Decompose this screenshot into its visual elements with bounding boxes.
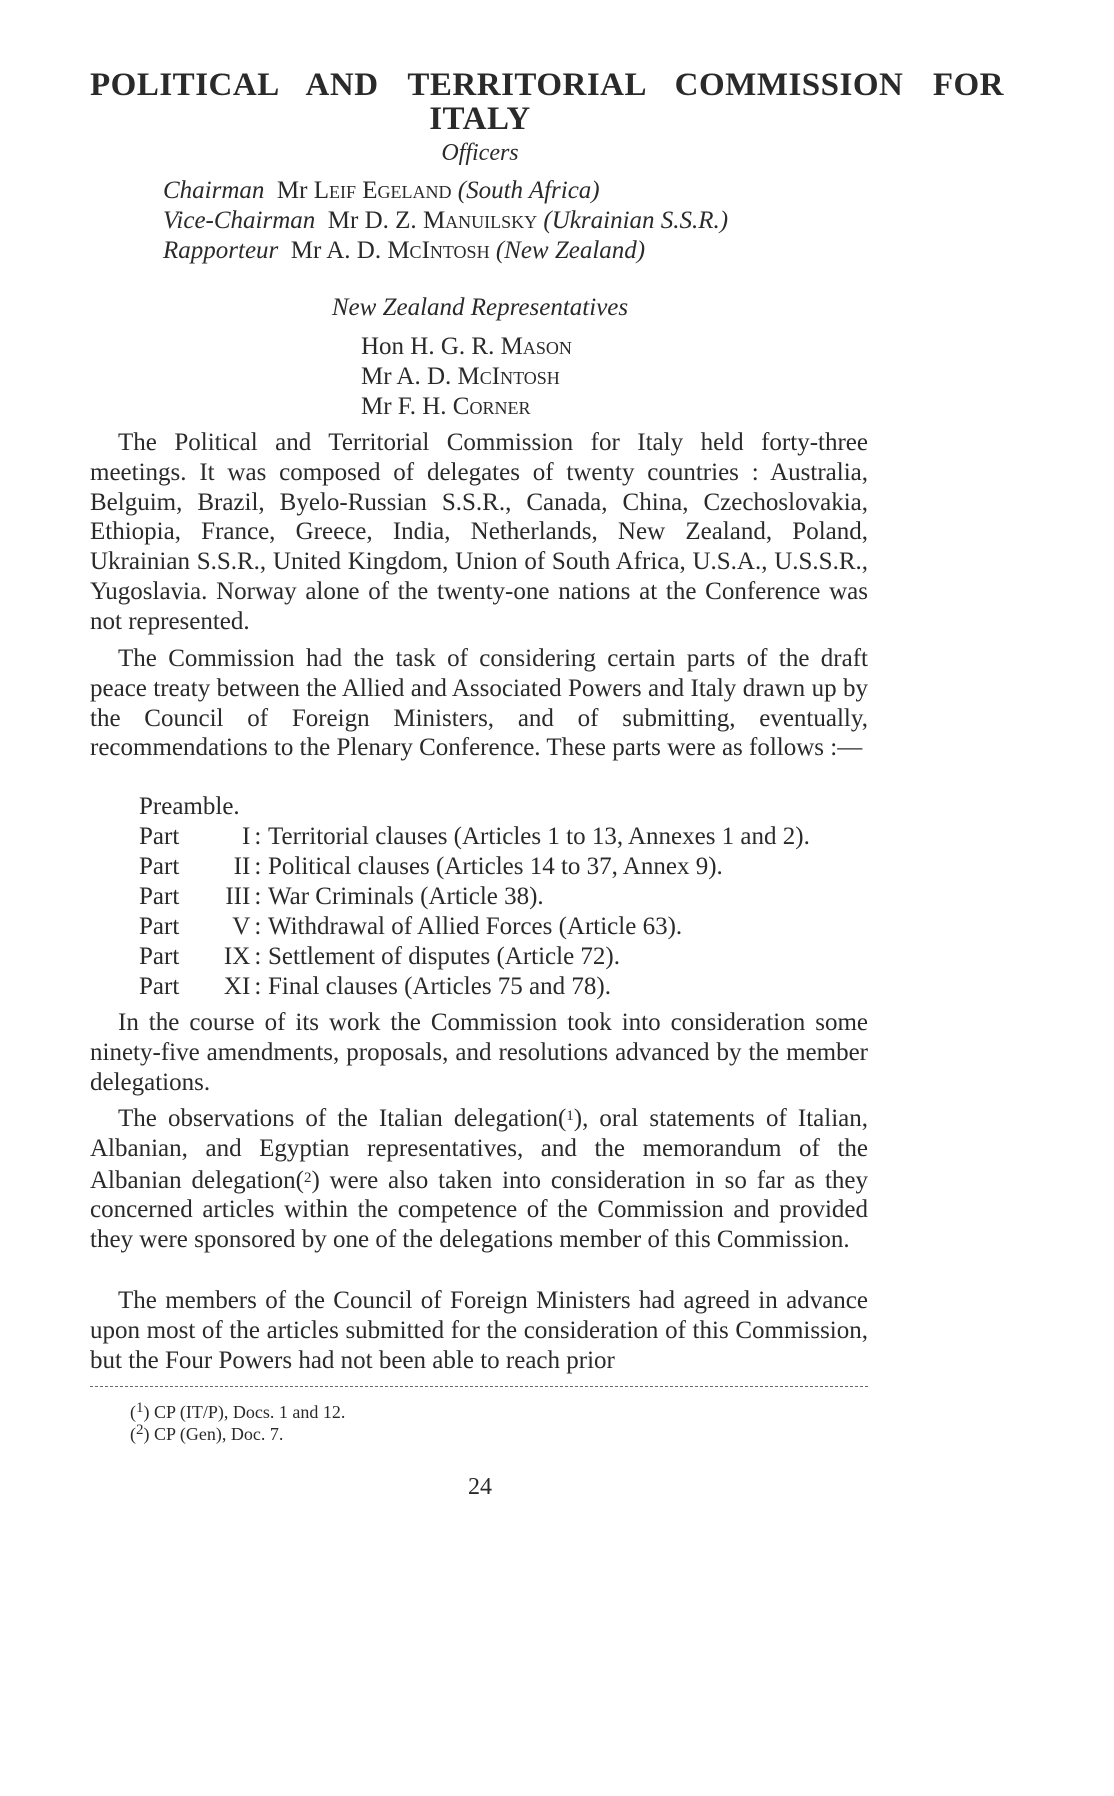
officer-name: Manuilsky	[422, 207, 538, 234]
paragraph-observations	[90, 1102, 868, 1255]
part-number: I	[241, 823, 251, 850]
officer-role: Rapporteur	[163, 237, 279, 264]
part-word: Part	[139, 853, 180, 880]
part-item: Part IX : Settlement of disputes (Article 72).	[139, 943, 621, 970]
paragraph-amendments: In the course of its work the Commission took into consideration some ninety-five amendments, proposals, and resolutions advanced by the member delegations.	[90, 1009, 868, 1096]
paragraph-task: The Commission had the task of considering certain parts of the draft peace treaty between the Allied and Associated Powers and Italy drawn up by the Council of Foreign Ministers, and of submitting, eventually, recommendations to the Plenary Conference. These parts were as follows :—	[90, 645, 868, 762]
page-title-line1: POLITICAL AND TERRITORIAL COMMISSION FOR	[90, 67, 1004, 103]
part-description: Territorial clauses (Articles 1 to 13, Annexes 1 and 2).	[268, 823, 810, 850]
footnote-text: CP (IT/P), Docs. 1 and 12.	[154, 1402, 346, 1422]
representative-prefix: Hon H. G. R.	[361, 333, 501, 360]
footnote-ref: 2	[303, 1169, 312, 1186]
paragraph-council: The members of the Council of Foreign Ministers had agreed in advance upon most of the articles submitted for the consideration of this Commission, but the Four Powers had not been able to reach prior	[90, 1287, 868, 1374]
part-word: Part	[139, 913, 180, 940]
officer-role: Vice-Chairman	[163, 207, 316, 234]
part-description: Final clauses (Articles 75 and 78).	[268, 973, 611, 1000]
officer-prefix: Mr A. D.	[290, 237, 388, 264]
representative-prefix: Mr A. D.	[361, 363, 458, 390]
representative-name: Corner	[452, 393, 531, 420]
officer-country: (Ukrainian S.S.R.)	[543, 207, 729, 234]
preamble-item	[139, 792, 810, 822]
part-item: Part XI : Final clauses (Articles 75 and 78).	[139, 973, 611, 1000]
officer-rapporteur	[163, 236, 645, 266]
footnote: ($^1$) CP (IT/P), Docs. 1 and 12.	[130, 1400, 346, 1422]
officer-role: Chairman	[163, 177, 265, 204]
part-item: Part II : Political clauses (Articles 14 to 37, Annex 9).	[139, 853, 723, 880]
representative-name: McIntosh	[457, 363, 560, 390]
officer-prefix: Mr D. Z.	[327, 207, 423, 234]
part-word: Part	[139, 823, 180, 850]
page-title-line2: ITALY	[429, 101, 531, 137]
part-number: V	[232, 913, 251, 940]
footnote-ref: 1	[566, 1108, 574, 1124]
part-description: Withdrawal of Allied Forces (Article 63).	[268, 913, 683, 940]
part-word: Part	[139, 973, 180, 1000]
footnote: ($^2$) CP (Gen), Doc. 7.	[130, 1422, 284, 1444]
part-number: II	[233, 853, 251, 880]
preamble-label: Preamble.	[139, 793, 240, 820]
footnote-text: CP (Gen), Doc. 7.	[154, 1424, 284, 1444]
part-word: Part	[139, 943, 180, 970]
officer-prefix: Mr	[276, 177, 314, 204]
part-description: Settlement of disputes (Article 72).	[268, 943, 621, 970]
officer-country: (South Africa)	[457, 177, 600, 204]
part-item: Part III : War Criminals (Article 38).	[139, 883, 544, 910]
text-segment: ) were also taken into consideration in so far as they concerned articles within the competence of the Commission and provided they were sponsored by one of the delegations member of this Commission.	[90, 1166, 868, 1254]
text-segment: ), oral statements of Italian, Albanian, and Egyptian representatives, and the memorandum of the Albanian delegation(	[90, 1105, 868, 1194]
officers-heading: Officers	[441, 140, 519, 166]
officer-name: McIntosh	[387, 237, 490, 264]
parts-list	[139, 792, 810, 1002]
representative-prefix: Mr F. H.	[361, 393, 453, 420]
footnote-divider	[90, 1386, 868, 1387]
footnote-mark: 1	[136, 1400, 144, 1416]
text-segment: The observations of the Italian delegation(	[118, 1105, 567, 1132]
part-item: Part V : Withdrawal of Allied Forces (Article 63).	[139, 913, 683, 940]
officer-chairman	[163, 176, 600, 206]
part-description: Political clauses (Articles 14 to 37, Annex 9).	[268, 853, 723, 880]
officer-country: (New Zealand)	[495, 237, 646, 264]
officer-name: Leif Egeland	[313, 177, 452, 204]
part-word: Part	[139, 883, 180, 910]
part-description: War Criminals (Article 38).	[268, 883, 544, 910]
paragraph-meetings: The Political and Territorial Commission for Italy held forty-three meetings. It was composed of delegates of twenty countries : Australia, Belguim, Brazil, Byelo-Russian S.S.R., Canada, China, Czechoslovakia, Ethiopia, France, Greece, India, Netherlands, New Zealand, Poland, Ukrainian S.S.R., United Kingdom, Union of South Africa, U.S.A., U.S.S.R., Yugoslavia. Norway alone of the twenty-one nations at the Conference was not represented.	[90, 429, 868, 635]
page-number: 24	[468, 1474, 492, 1500]
footnote-mark: 2	[136, 1422, 144, 1438]
part-number: IX	[223, 943, 251, 970]
part-item: Part I : Territorial clauses (Articles 1 to 13, Annexes 1 and 2).	[139, 823, 810, 850]
part-number: III	[225, 883, 251, 910]
representative	[361, 392, 530, 422]
representative-name: Mason	[500, 333, 572, 360]
officer-vice-chairman	[163, 206, 728, 236]
representatives-heading: New Zealand Representatives	[331, 294, 629, 321]
part-number: XI	[223, 973, 251, 1000]
representative	[361, 332, 572, 362]
representative	[361, 362, 560, 392]
